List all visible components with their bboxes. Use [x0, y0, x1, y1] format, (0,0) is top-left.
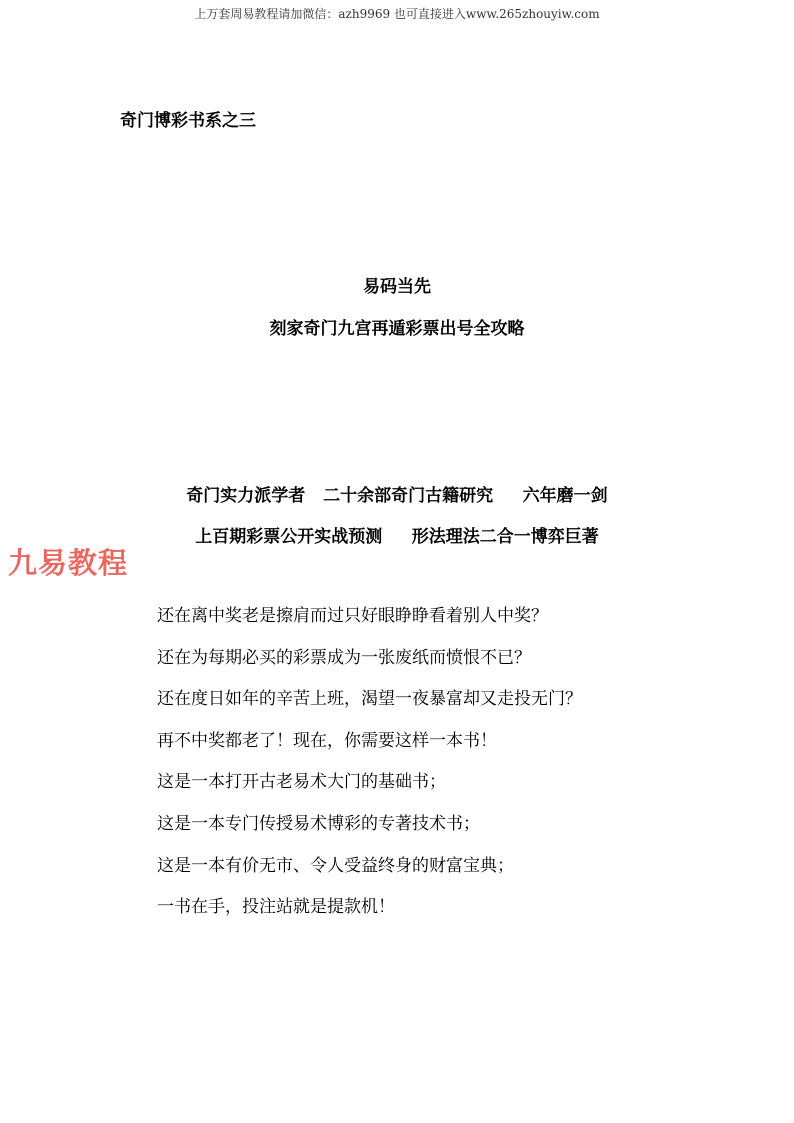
- promo-line: 这是一本有价无市、令人受益终身的财富宝典；: [157, 855, 514, 876]
- promo-text-block: [157, 604, 582, 937]
- promo-line: 还在离中奖老是擦肩而过只好眼睁睁看着别人中奖？: [157, 606, 548, 626]
- book-subtitle: 刻家奇门九宫再遁彩票出号全攻略: [269, 319, 525, 339]
- watermark-logo: 九易教程: [8, 546, 129, 580]
- tagline-line: 上百期彩票公开实战预测 形法理法二合一博弈巨著: [195, 527, 599, 547]
- series-title: 奇门博彩书系之三: [120, 111, 256, 131]
- promo-line: 还在度日如年的辛苦上班，渴望一夜暴富却又走投无门？: [157, 689, 582, 710]
- header-note: 上万套周易教程请加微信：azh9969 也可直接进入www.265zhouyiw.com: [194, 7, 600, 21]
- promo-line: 还在为每期必买的彩票成为一张废纸而愤恨不已？: [157, 647, 531, 668]
- promo-line: 再不中奖都老了！现在，你需要这样一本书！: [157, 730, 497, 751]
- promo-line: 这是一本打开古老易术大门的基础书；: [157, 772, 446, 793]
- promo-line: 一书在手，投注站就是提款机！: [157, 897, 395, 918]
- book-title: 易码当先: [363, 277, 431, 297]
- promo-line: 这是一本专门传授易术博彩的专著技术书；: [157, 813, 480, 834]
- tagline-line: 奇门实力派学者 二十余部奇门古籍研究 六年磨一剑: [186, 486, 608, 506]
